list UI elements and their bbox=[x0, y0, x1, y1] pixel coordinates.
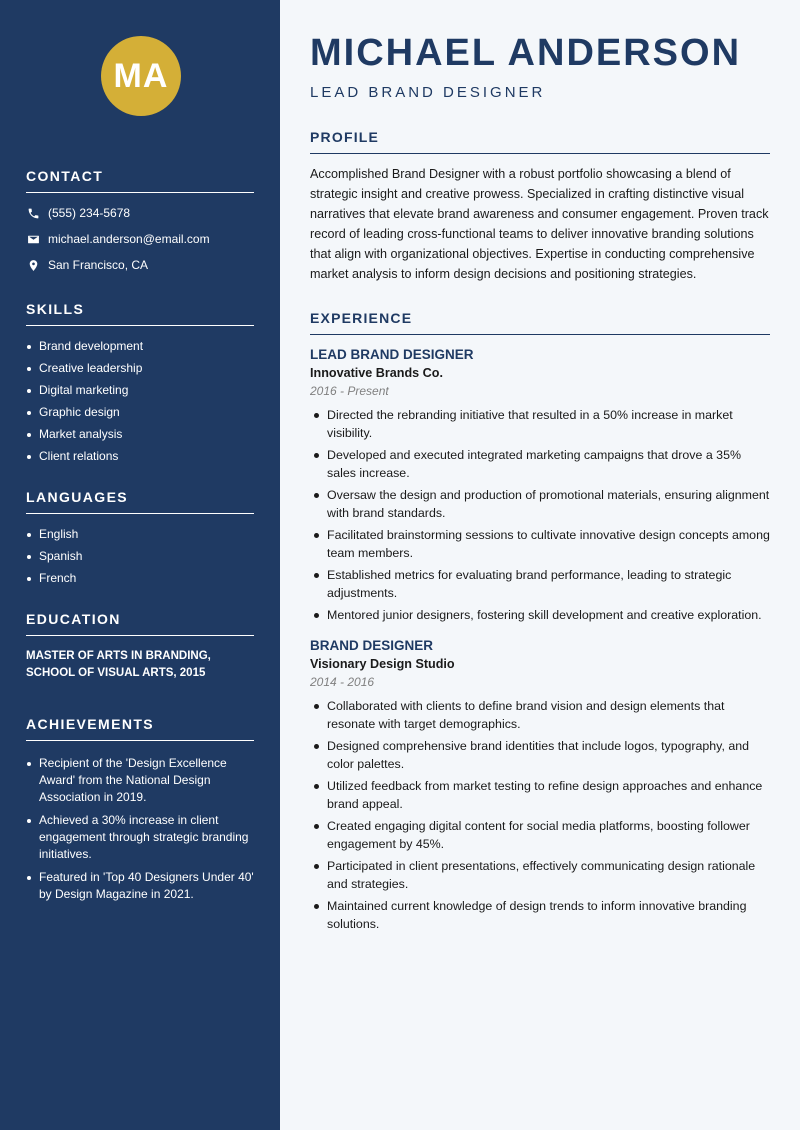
candidate-title: LEAD BRAND DESIGNER bbox=[310, 84, 546, 101]
languages-list bbox=[26, 526, 254, 587]
list-item: Created engaging digital content for social media platforms, boosting follower engagement by 45%. bbox=[310, 817, 770, 853]
list-item: Utilized feedback from market testing to refine design approaches and enhance brand appeal. bbox=[310, 777, 770, 813]
list-item: Established metrics for evaluating brand performance, leading to strategic adjustments. bbox=[310, 566, 770, 602]
list-item: English bbox=[26, 526, 254, 543]
list-item: Spanish bbox=[26, 548, 254, 565]
phone-icon bbox=[26, 206, 40, 220]
job-dates: 2014 - 2016 bbox=[310, 675, 375, 689]
location-pin-icon bbox=[26, 258, 40, 272]
list-item: Digital marketing bbox=[26, 382, 254, 399]
contact-section bbox=[26, 168, 254, 273]
education-section bbox=[26, 611, 254, 682]
profile-text: Accomplished Brand Designer with a robust portfolio showcasing a blend of strategic insight and creative prowess. Specialized in crafting distinctive visual narratives that elevate brand awareness and consumer engagement. Proven track record of leading cross-functional teams to deliver innovative branding solutions that align with organizational objectives. Expertise in conducting comprehensive market analysis to inform design decisions and positioning strategies. bbox=[310, 167, 769, 281]
profile-heading: PROFILE bbox=[310, 129, 770, 154]
contact-email bbox=[26, 231, 254, 247]
list-item: Facilitated brainstorming sessions to cultivate innovative design concepts among team members. bbox=[310, 526, 770, 562]
list-item: Client relations bbox=[26, 448, 254, 465]
list-item: Directed the rebranding initiative that resulted in a 50% increase in market visibility. bbox=[310, 406, 770, 442]
list-item: French bbox=[26, 570, 254, 587]
job-bullets bbox=[310, 406, 770, 624]
achievements-heading: ACHIEVEMENTS bbox=[26, 716, 254, 741]
list-item: Recipient of the 'Design Excellence Award' from the National Design Association in 2019. bbox=[26, 755, 254, 806]
contact-location bbox=[26, 257, 254, 273]
email-text[interactable]: michael.anderson@email.com bbox=[48, 232, 210, 246]
phone-text[interactable]: (555) 234-5678 bbox=[48, 206, 131, 220]
company-name: Visionary Design Studio bbox=[310, 657, 455, 671]
list-item: Oversaw the design and production of promotional materials, ensuring alignment with brand standards. bbox=[310, 486, 770, 522]
languages-heading: LANGUAGES bbox=[26, 489, 254, 514]
education-heading: EDUCATION bbox=[26, 611, 254, 636]
list-item: Maintained current knowledge of design trends to inform innovative branding solutions. bbox=[310, 897, 770, 933]
list-item: Designed comprehensive brand identities that include logos, typography, and color palettes. bbox=[310, 737, 770, 773]
avatar: MA bbox=[101, 36, 181, 116]
list-item: Creative leadership bbox=[26, 360, 254, 377]
list-item: Brand development bbox=[26, 338, 254, 355]
candidate-name: MICHAEL ANDERSON bbox=[310, 32, 742, 74]
list-item: Featured in 'Top 40 Designers Under 40' by Design Magazine in 2021. bbox=[26, 869, 254, 903]
job-title: LEAD BRAND DESIGNER bbox=[310, 347, 474, 362]
languages-section bbox=[26, 489, 254, 587]
job-entry bbox=[310, 638, 770, 933]
list-item: Developed and executed integrated marketing campaigns that drove a 35% sales increase. bbox=[310, 446, 770, 482]
location-text: San Francisco, CA bbox=[48, 258, 149, 272]
list-item: Collaborated with clients to define brand vision and design elements that resonate with target demographics. bbox=[310, 697, 770, 733]
main-content bbox=[280, 0, 800, 1130]
job-title: BRAND DESIGNER bbox=[310, 638, 434, 653]
list-item: Mentored junior designers, fostering skill development and creative exploration. bbox=[310, 606, 770, 624]
profile-section bbox=[310, 129, 770, 284]
list-item: Achieved a 30% increase in client engagement through strategic branding initiatives. bbox=[26, 812, 254, 863]
job-bullets bbox=[310, 697, 770, 933]
company-name: Innovative Brands Co. bbox=[310, 366, 443, 380]
education-degree: MASTER OF ARTS IN BRANDING, bbox=[26, 650, 211, 662]
skills-section bbox=[26, 301, 254, 465]
contact-heading: CONTACT bbox=[26, 168, 254, 193]
skills-heading: SKILLS bbox=[26, 301, 254, 326]
list-item: Graphic design bbox=[26, 404, 254, 421]
sidebar bbox=[0, 0, 280, 1130]
achievements-section bbox=[26, 716, 254, 903]
mail-icon bbox=[26, 232, 40, 246]
list-item: Market analysis bbox=[26, 426, 254, 443]
achievements-list bbox=[26, 755, 254, 903]
skills-list bbox=[26, 338, 254, 465]
experience-section bbox=[310, 310, 770, 933]
contact-phone bbox=[26, 205, 254, 221]
list-item: Participated in client presentations, effectively communicating design rationale and strategies. bbox=[310, 857, 770, 893]
job-entry bbox=[310, 347, 770, 624]
experience-heading: EXPERIENCE bbox=[310, 310, 770, 335]
education-school: SCHOOL OF VISUAL ARTS, 2015 bbox=[26, 667, 206, 679]
job-dates: 2016 - Present bbox=[310, 384, 389, 398]
